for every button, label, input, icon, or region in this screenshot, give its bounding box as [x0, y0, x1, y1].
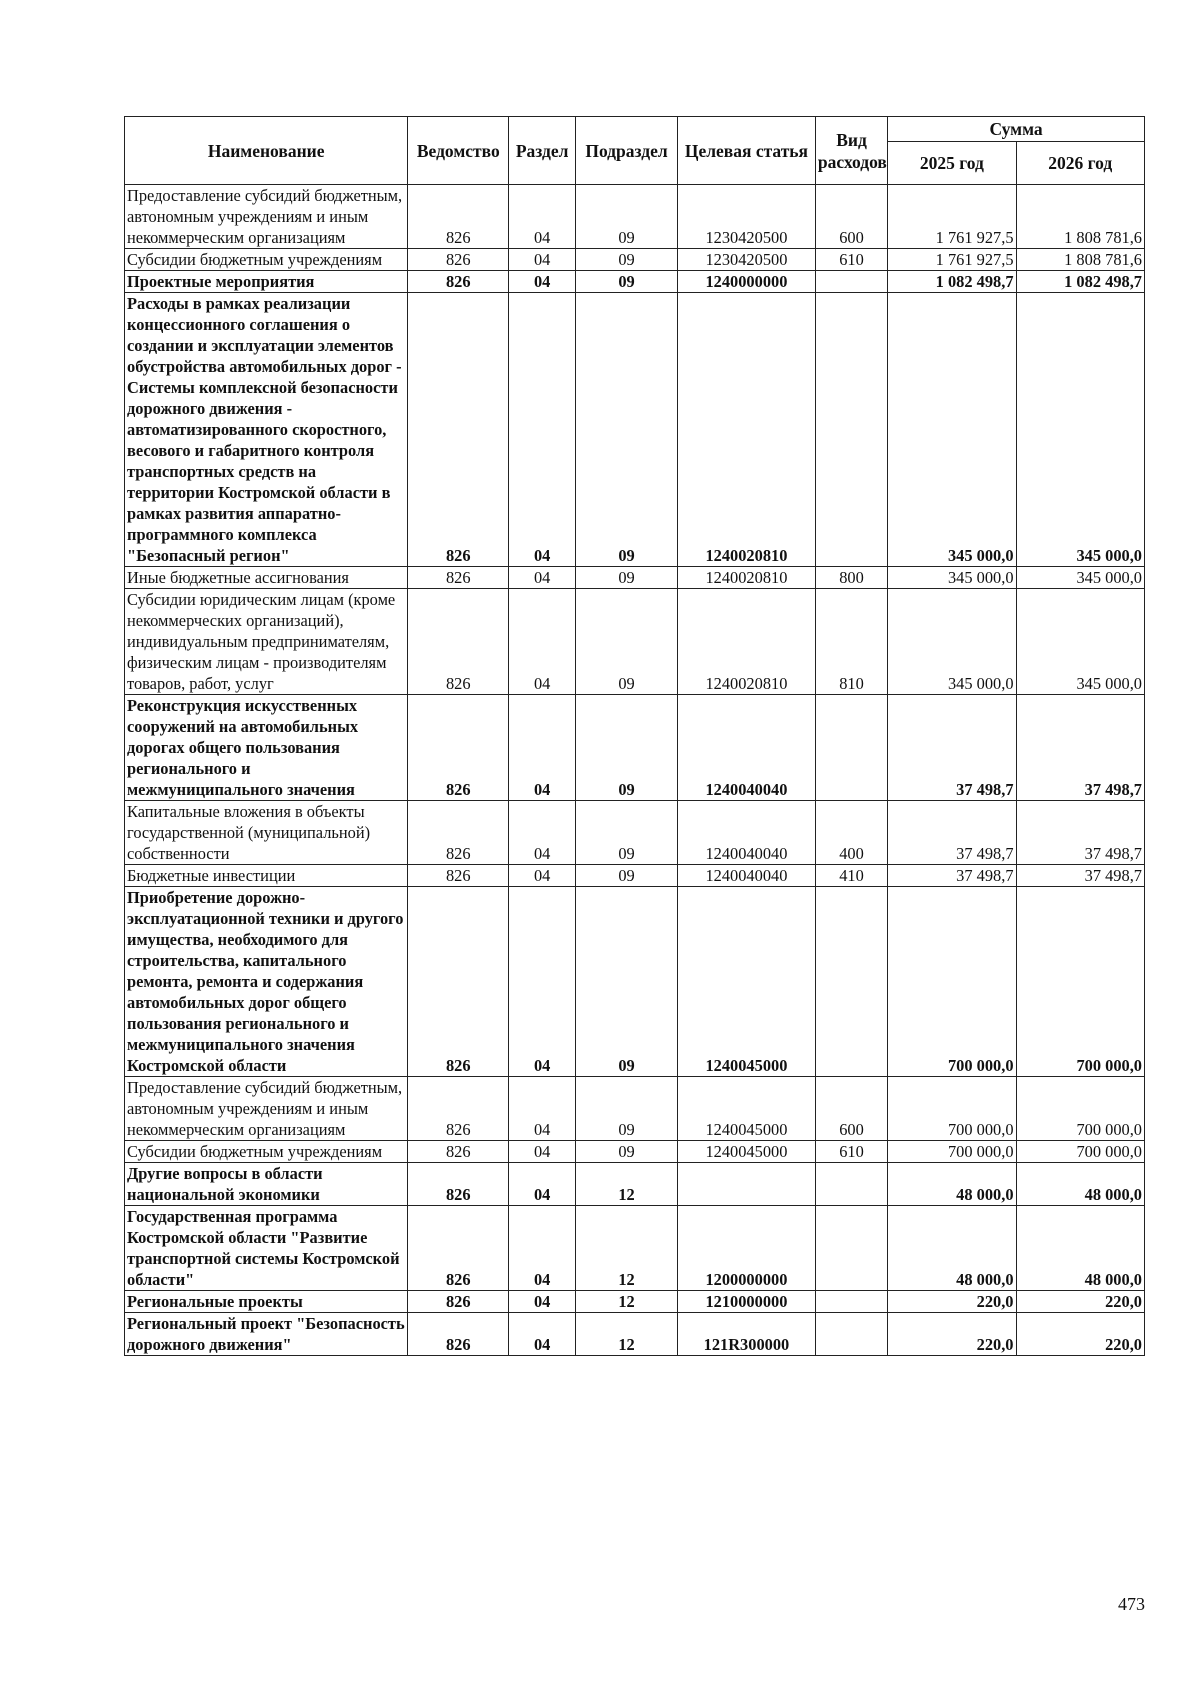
row-sum-2026: 37 498,7	[1016, 801, 1144, 865]
row-celevaya-statya: 1240020810	[677, 293, 815, 567]
row-razdel: 04	[509, 1163, 576, 1206]
row-name: Приобретение дорожно-эксплуатационной техники и другого имущества, необходимого для строительства, капитального ремонта, ремонта и содержания автомобильных дорог общего пользования регионального и межмуниципального значения Костромской области	[125, 887, 408, 1077]
row-podrazdel: 12	[576, 1206, 678, 1291]
row-vedomstvo: 826	[408, 1077, 509, 1141]
row-vedomstvo: 826	[408, 887, 509, 1077]
row-vedomstvo: 826	[408, 1206, 509, 1291]
row-sum-2025: 220,0	[888, 1291, 1016, 1313]
header-name: Наименование	[125, 117, 408, 185]
row-name: Предоставление субсидий бюджетным, автономным учреждениям и иным некоммерческим организациям	[125, 185, 408, 249]
row-vedomstvo: 826	[408, 1313, 509, 1356]
row-vid-rashodov	[815, 293, 887, 567]
row-sum-2025: 37 498,7	[888, 695, 1016, 801]
row-celevaya-statya	[677, 1163, 815, 1206]
table-row	[125, 1163, 1145, 1206]
row-name: Региональный проект "Безопасность дорожного движения"	[125, 1313, 408, 1356]
row-podrazdel: 12	[576, 1313, 678, 1356]
table-row	[125, 865, 1145, 887]
row-celevaya-statya: 1240040040	[677, 865, 815, 887]
row-sum-2026: 220,0	[1016, 1291, 1144, 1313]
row-celevaya-statya: 1230420500	[677, 185, 815, 249]
row-vedomstvo: 826	[408, 567, 509, 589]
row-name: Капитальные вложения в объекты государственной (муниципальной) собственности	[125, 801, 408, 865]
header-summa: Сумма	[888, 117, 1145, 142]
row-razdel: 04	[509, 185, 576, 249]
row-vid-rashodov: 600	[815, 1077, 887, 1141]
row-sum-2026: 345 000,0	[1016, 589, 1144, 695]
row-razdel: 04	[509, 271, 576, 293]
row-vid-rashodov: 600	[815, 185, 887, 249]
row-razdel: 04	[509, 695, 576, 801]
row-sum-2026: 37 498,7	[1016, 695, 1144, 801]
row-name: Бюджетные инвестиции	[125, 865, 408, 887]
row-razdel: 04	[509, 801, 576, 865]
row-vedomstvo: 826	[408, 589, 509, 695]
header-vid-rashodov: Вид расходов	[815, 117, 887, 185]
row-vid-rashodov	[815, 1206, 887, 1291]
row-razdel: 04	[509, 567, 576, 589]
row-celevaya-statya: 1240045000	[677, 1141, 815, 1163]
row-vedomstvo: 826	[408, 293, 509, 567]
row-sum-2025: 1 761 927,5	[888, 249, 1016, 271]
row-razdel: 04	[509, 589, 576, 695]
row-celevaya-statya: 1230420500	[677, 249, 815, 271]
row-sum-2025: 1 082 498,7	[888, 271, 1016, 293]
row-vid-rashodov	[815, 695, 887, 801]
row-celevaya-statya: 1200000000	[677, 1206, 815, 1291]
row-razdel: 04	[509, 1206, 576, 1291]
row-name: Реконструкция искусственных сооружений на автомобильных дорогах общего пользования регионального и межмуниципального значения	[125, 695, 408, 801]
row-sum-2025: 700 000,0	[888, 887, 1016, 1077]
row-sum-2025: 220,0	[888, 1313, 1016, 1356]
table-row	[125, 1313, 1145, 1356]
row-vid-rashodov: 810	[815, 589, 887, 695]
row-vedomstvo: 826	[408, 1291, 509, 1313]
row-podrazdel: 09	[576, 865, 678, 887]
row-sum-2025: 37 498,7	[888, 801, 1016, 865]
row-sum-2025: 1 761 927,5	[888, 185, 1016, 249]
row-sum-2026: 345 000,0	[1016, 567, 1144, 589]
row-podrazdel: 09	[576, 185, 678, 249]
table-row	[125, 801, 1145, 865]
header-year-2025: 2025 год	[888, 142, 1016, 185]
table-row	[125, 1291, 1145, 1313]
row-sum-2026: 48 000,0	[1016, 1206, 1144, 1291]
row-vedomstvo: 826	[408, 1163, 509, 1206]
row-podrazdel: 09	[576, 695, 678, 801]
table-body	[125, 185, 1145, 1356]
header-year-2026: 2026 год	[1016, 142, 1144, 185]
row-sum-2025: 37 498,7	[888, 865, 1016, 887]
row-celevaya-statya: 1240020810	[677, 589, 815, 695]
row-celevaya-statya: 1210000000	[677, 1291, 815, 1313]
row-razdel: 04	[509, 887, 576, 1077]
row-podrazdel: 09	[576, 293, 678, 567]
row-name: Другие вопросы в области национальной экономики	[125, 1163, 408, 1206]
header-podrazdel: Подраздел	[576, 117, 678, 185]
row-sum-2026: 48 000,0	[1016, 1163, 1144, 1206]
row-podrazdel: 09	[576, 567, 678, 589]
row-vedomstvo: 826	[408, 185, 509, 249]
row-vedomstvo: 826	[408, 249, 509, 271]
table-row	[125, 249, 1145, 271]
row-razdel: 04	[509, 1291, 576, 1313]
row-podrazdel: 09	[576, 801, 678, 865]
table-row	[125, 695, 1145, 801]
row-sum-2026: 700 000,0	[1016, 1141, 1144, 1163]
row-sum-2025: 48 000,0	[888, 1206, 1016, 1291]
table-row	[125, 1206, 1145, 1291]
row-razdel: 04	[509, 1313, 576, 1356]
header-razdel: Раздел	[509, 117, 576, 185]
row-name: Субсидии юридическим лицам (кроме некоммерческих организаций), индивидуальным предпринимателям, физическим лицам - производителям товаров, работ, услуг	[125, 589, 408, 695]
row-celevaya-statya: 1240045000	[677, 887, 815, 1077]
row-vid-rashodov	[815, 271, 887, 293]
row-vid-rashodov	[815, 1291, 887, 1313]
row-name: Проектные мероприятия	[125, 271, 408, 293]
row-podrazdel: 09	[576, 887, 678, 1077]
row-vid-rashodov: 610	[815, 1141, 887, 1163]
row-razdel: 04	[509, 249, 576, 271]
row-vid-rashodov: 800	[815, 567, 887, 589]
row-vid-rashodov	[815, 887, 887, 1077]
row-celevaya-statya: 1240045000	[677, 1077, 815, 1141]
page-number: 473	[1118, 1594, 1145, 1614]
row-sum-2025: 345 000,0	[888, 293, 1016, 567]
row-celevaya-statya: 1240000000	[677, 271, 815, 293]
row-celevaya-statya: 1240020810	[677, 567, 815, 589]
row-vid-rashodov	[815, 1163, 887, 1206]
row-sum-2026: 220,0	[1016, 1313, 1144, 1356]
row-razdel: 04	[509, 865, 576, 887]
row-name: Предоставление субсидий бюджетным, автономным учреждениям и иным некоммерческим организациям	[125, 1077, 408, 1141]
row-celevaya-statya: 1240040040	[677, 695, 815, 801]
header-vedomstvo: Ведомство	[408, 117, 509, 185]
row-sum-2025: 48 000,0	[888, 1163, 1016, 1206]
row-sum-2026: 345 000,0	[1016, 293, 1144, 567]
row-name: Региональные проекты	[125, 1291, 408, 1313]
table-row	[125, 567, 1145, 589]
header-celevaya-statya: Целевая статья	[677, 117, 815, 185]
row-sum-2026: 1 808 781,6	[1016, 185, 1144, 249]
row-vedomstvo: 826	[408, 801, 509, 865]
table-row	[125, 887, 1145, 1077]
table-row	[125, 589, 1145, 695]
row-vid-rashodov: 400	[815, 801, 887, 865]
table-row	[125, 1077, 1145, 1141]
row-podrazdel: 09	[576, 271, 678, 293]
row-name: Субсидии бюджетным учреждениям	[125, 249, 408, 271]
row-vid-rashodov: 610	[815, 249, 887, 271]
table-row	[125, 271, 1145, 293]
row-vid-rashodov	[815, 1313, 887, 1356]
row-vedomstvo: 826	[408, 865, 509, 887]
row-vedomstvo: 826	[408, 271, 509, 293]
row-celevaya-statya: 1240040040	[677, 801, 815, 865]
row-sum-2025: 345 000,0	[888, 567, 1016, 589]
row-razdel: 04	[509, 1077, 576, 1141]
row-sum-2026: 700 000,0	[1016, 887, 1144, 1077]
row-celevaya-statya: 121R300000	[677, 1313, 815, 1356]
row-sum-2026: 1 082 498,7	[1016, 271, 1144, 293]
table-row	[125, 293, 1145, 567]
row-sum-2025: 700 000,0	[888, 1077, 1016, 1141]
table-row	[125, 1141, 1145, 1163]
row-vedomstvo: 826	[408, 1141, 509, 1163]
row-podrazdel: 09	[576, 1141, 678, 1163]
row-podrazdel: 12	[576, 1163, 678, 1206]
row-razdel: 04	[509, 293, 576, 567]
budget-table	[124, 116, 1145, 1356]
row-razdel: 04	[509, 1141, 576, 1163]
row-name: Государственная программа Костромской области "Развитие транспортной системы Костромской области"	[125, 1206, 408, 1291]
row-sum-2026: 37 498,7	[1016, 865, 1144, 887]
row-podrazdel: 09	[576, 249, 678, 271]
row-podrazdel: 12	[576, 1291, 678, 1313]
row-podrazdel: 09	[576, 589, 678, 695]
row-vedomstvo: 826	[408, 695, 509, 801]
row-sum-2025: 345 000,0	[888, 589, 1016, 695]
table-row	[125, 185, 1145, 249]
row-vid-rashodov: 410	[815, 865, 887, 887]
row-sum-2026: 1 808 781,6	[1016, 249, 1144, 271]
row-podrazdel: 09	[576, 1077, 678, 1141]
row-name: Расходы в рамках реализации концессионного соглашения о создании и эксплуатации элементов обустройства автомобильных дорог - Системы комплексной безопасности дорожного движения - автоматизированного скоростного, весового и габаритного контроля транспортных средств на территории Костромской области в рамках развития аппаратно-программного комплекса "Безопасный регион"	[125, 293, 408, 567]
row-name: Субсидии бюджетным учреждениям	[125, 1141, 408, 1163]
row-sum-2026: 700 000,0	[1016, 1077, 1144, 1141]
row-sum-2025: 700 000,0	[888, 1141, 1016, 1163]
row-name: Иные бюджетные ассигнования	[125, 567, 408, 589]
